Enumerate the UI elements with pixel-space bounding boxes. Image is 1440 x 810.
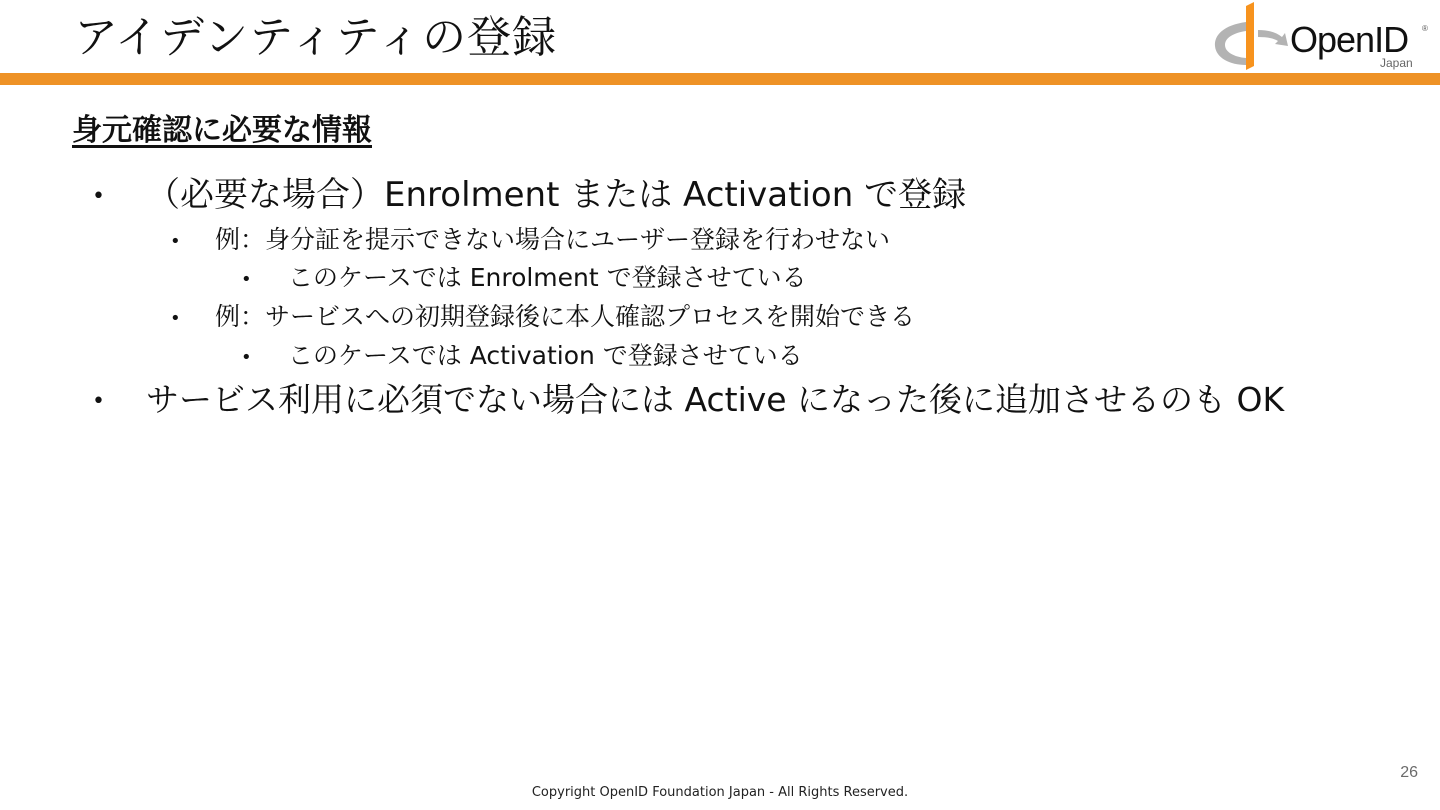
slide-title: アイデンティティの登録 [74, 12, 558, 63]
bullet-text: 例：サービスへの初期登録後に本人確認プロセスを開始できる [215, 302, 916, 331]
section-subheading: 身元確認に必要な情報 [72, 113, 372, 148]
openid-japan-logo [1212, 2, 1434, 72]
bullet-text: サービス利用に必須でない場合には Active になった後に追加させるのも OK [146, 380, 1285, 419]
title-divider [0, 73, 1440, 85]
bullet-glyph: • [92, 184, 105, 209]
page-number: 26 [1400, 764, 1418, 781]
bullet-text: このケースでは Enrolment で登録させている [288, 263, 807, 292]
bullet-text: 例：身分証を提示できない場合にユーザー登録を行わせない [215, 225, 891, 254]
logo-subtitle-japan: Japan [1380, 56, 1413, 70]
bullet-glyph: • [170, 231, 181, 252]
bullet-glyph: • [241, 347, 252, 368]
bullet-glyph: • [170, 308, 181, 329]
openid-logo-icon [1212, 2, 1292, 72]
copyright-notice: Copyright OpenID Foundation Japan - All Rights Reserved. [531, 785, 909, 800]
bullet-text: このケースでは Activation で登録させている [288, 341, 803, 370]
registered-mark: ® [1422, 24, 1428, 33]
bullet-text: （必要な場合）Enrolment または Activation で登録 [146, 175, 967, 215]
bullet-glyph: • [92, 389, 105, 414]
bullet-glyph: • [241, 269, 252, 290]
openid-logo-wordmark: OpenID [1290, 19, 1409, 60]
